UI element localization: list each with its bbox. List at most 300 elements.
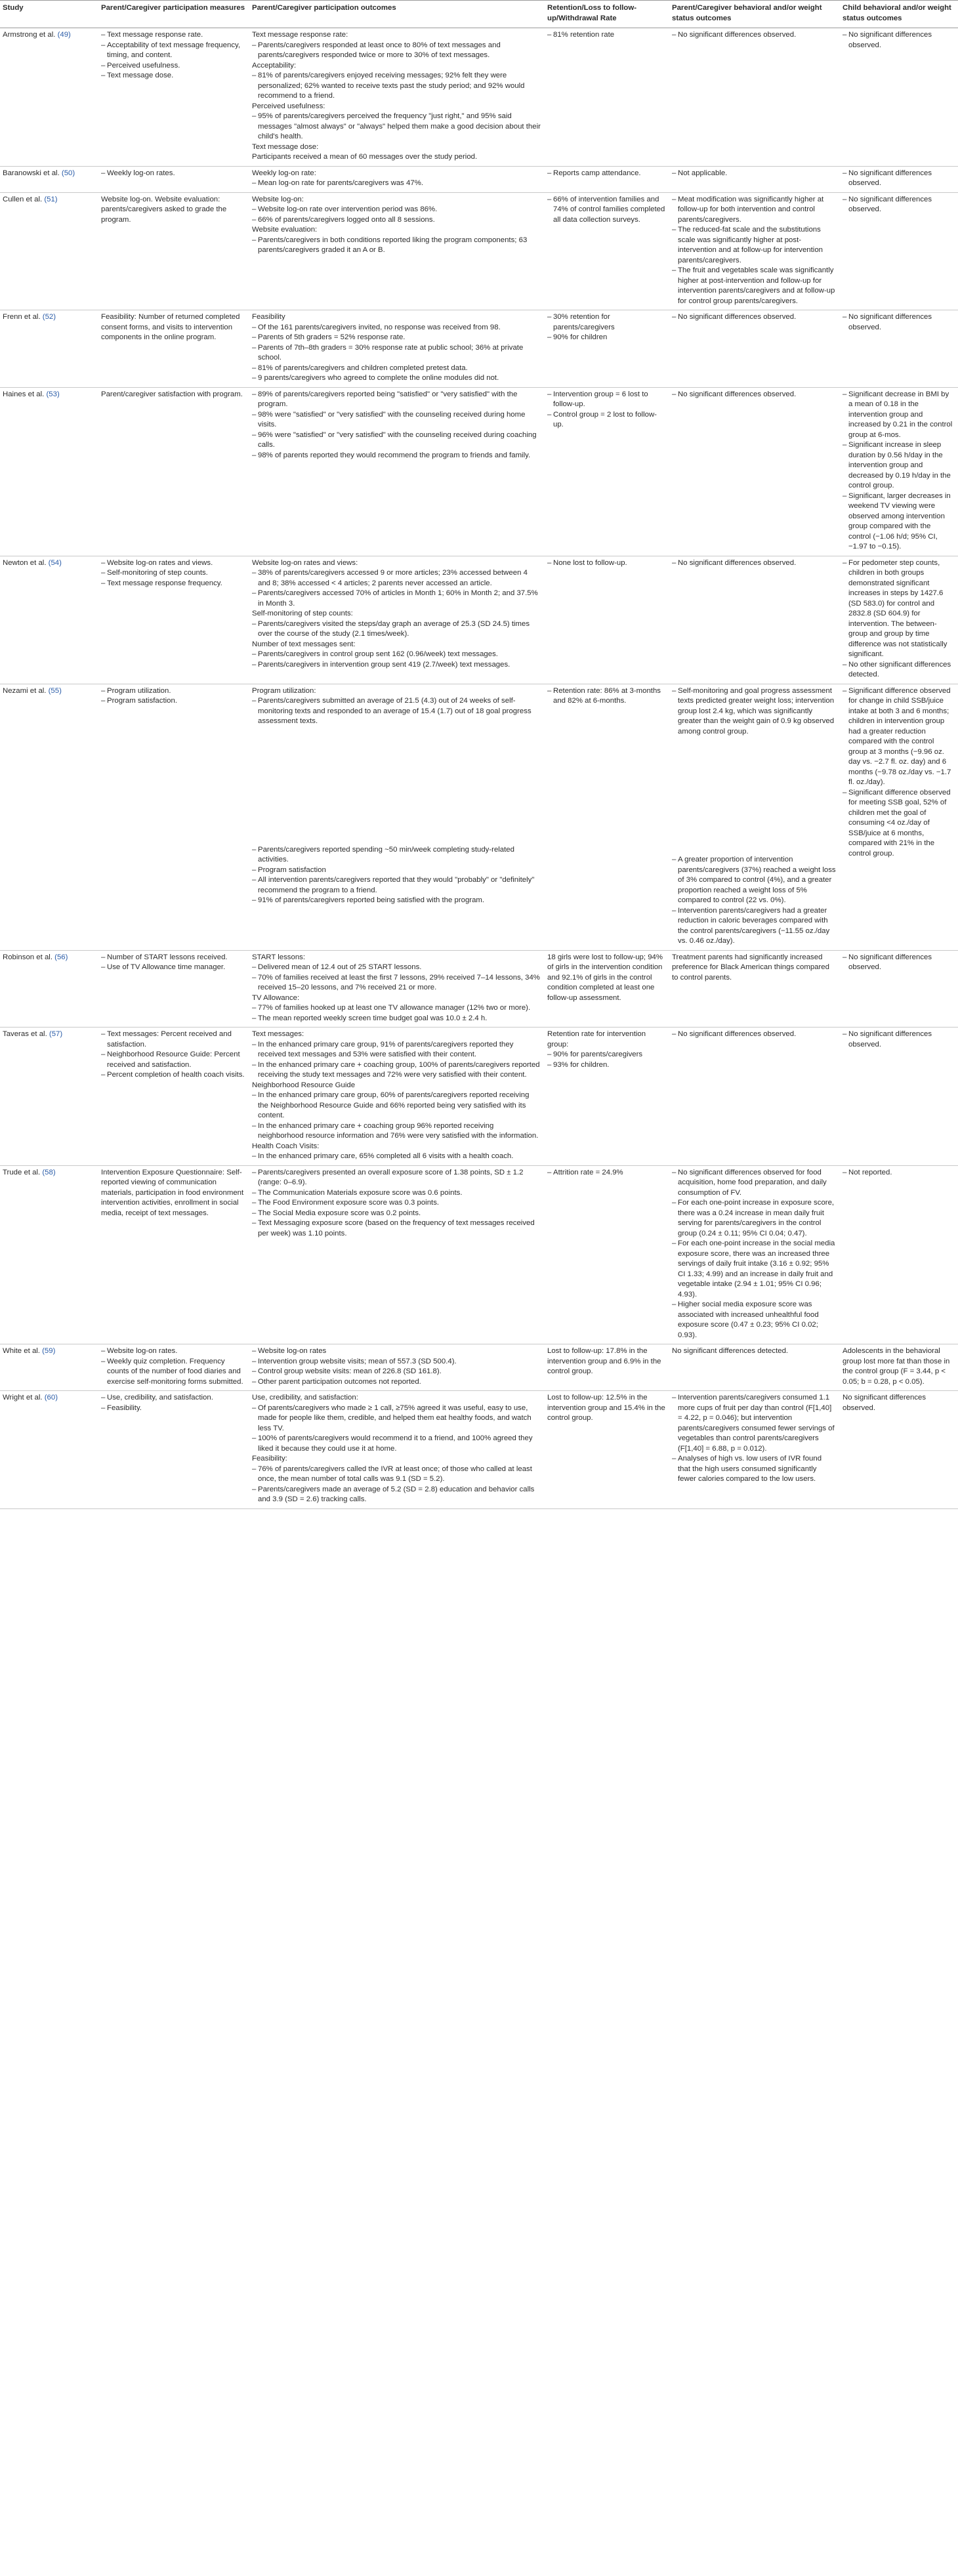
parent-outcome-list [672, 195, 836, 307]
parent-outcomes-cell [669, 1165, 840, 1344]
outcome-list [252, 1091, 541, 1142]
parent-outcome-item: – For each one-point increase in the social media exposure score, there was an increased three servings of daily fruit intake (3.16 ± 0.92; 95% CI 1.33; 4.99) and an increase in daily fruit and vegetable intake (2.94 ± 1.01; 95% CI 0.96; 4.93). [672, 1239, 836, 1300]
retention-cell [545, 166, 669, 192]
measure-item: – Percent completion of health coach visits. [101, 1070, 245, 1081]
study-name: Wright et al. [3, 1394, 45, 1402]
table-row [0, 192, 958, 310]
outcome-item: – Parents of 5th graders = 52% response rate. [252, 333, 541, 343]
study-cell [0, 1165, 98, 1344]
parent-outcomes-cell [669, 1391, 840, 1509]
outcome-item: – Intervention group website visits; mean of 557.3 (SD 500.4). [252, 1357, 541, 1367]
outcome-item: – Parents of 7th–8th graders = 30% response rate at public school; 36% at private school. [252, 343, 541, 364]
parent-outcome-list [672, 855, 836, 947]
measure-item: – Feasibility. [101, 1403, 245, 1414]
retention-list [547, 312, 665, 343]
outcome-list [252, 41, 541, 61]
child-outcomes-cell [840, 310, 958, 388]
retention-item: – 90% for children [547, 333, 665, 343]
measure-item: – Program utilization. [101, 686, 245, 697]
child-outcomes-cell [840, 556, 958, 684]
retention-list [547, 1050, 665, 1070]
measure-item: – Use of TV Allowance time manager. [101, 963, 245, 973]
outcome-heading: Text messages: [252, 1030, 304, 1038]
study-cell [0, 310, 98, 388]
outcome-heading: Feasibility: [252, 1455, 287, 1463]
parent-outcome-item: – For each one-point increase in exposure score, there was a 0.24 increase in mean daily fruit serving for parents/caregivers in the control group (0.24 ± 0.11; 95% CI 0.04; 0.47). [672, 1198, 836, 1239]
measure-list [101, 558, 245, 589]
outcome-heading: Health Coach Visits: [252, 1142, 320, 1150]
retention-list [547, 195, 665, 226]
outcome-item: – 98% were "satisfied" or "very satisfied" with the counseling received during home visits. [252, 410, 541, 430]
retention-text: 18 girls were lost to follow-up; 94% of girls in the intervention condition and 92.1% of girls in the control condition completed at least one follow-up assessment. [547, 953, 663, 1002]
parent-outcome-item: – Self-monitoring and goal progress assessment texts predicted greater weight loss; intervention group lost 2.4 kg, which was significantly greater than the weight gain of 0.9 kg observed among control group. [672, 686, 836, 737]
table-row [0, 684, 958, 950]
outcomes-cell [249, 192, 545, 310]
outcome-heading: START lessons: [252, 953, 306, 961]
study-cell [0, 387, 98, 556]
retention-cell [545, 1028, 669, 1166]
outcome-item: – Parents/caregivers in intervention group sent 419 (2.7/week) text messages. [252, 660, 541, 671]
parent-outcome-list [672, 1029, 836, 1040]
outcome-list [252, 178, 541, 189]
parent-outcome-text: No significant differences detected. [672, 1347, 789, 1355]
study-name: Cullen et al. [3, 195, 45, 203]
outcome-heading: Perceived usefulness: [252, 102, 325, 110]
measures-cell [98, 1391, 249, 1509]
outcome-heading: Text message dose: [252, 142, 319, 151]
outcome-heading: Website evaluation: [252, 226, 318, 234]
study-name: Baranowski et al. [3, 169, 62, 177]
outcomes-cell [249, 684, 545, 950]
parent-outcome-item: – Intervention parents/caregivers consumed 1.1 more cups of fruit per day than control (F[1,40] = 4.22, p = 0.046); but intervention parents/caregivers consumed fewer servings of vegetables than control parents/caregivers (F[1,40] = 6.88, p = 0.012). [672, 1393, 836, 1454]
parent-outcome-item: – Higher social media exposure score was associated with increased unhealthful food exposure score (0.47 ± 0.23; 95% CI 0.02; 0.93). [672, 1300, 836, 1340]
study-reference: (54) [48, 558, 62, 567]
study-reference: (57) [49, 1030, 63, 1038]
child-outcome-item: – No significant differences observed. [843, 953, 954, 973]
outcome-item: – Parents/caregivers submitted an average of 21.5 (4.3) out of 24 weeks of self-monitoring texts and responded to an average of 15.4 (1.7) out of 18 goal progress assessment texts. [252, 696, 541, 727]
outcome-list [252, 568, 541, 609]
retention-item: – Intervention group = 6 lost to follow-up. [547, 390, 665, 410]
measure-list [101, 169, 245, 179]
child-outcome-text: No significant differences observed. [843, 1394, 927, 1412]
outcomes-cell [249, 387, 545, 556]
child-outcomes-cell [840, 192, 958, 310]
measures-cell [98, 950, 249, 1028]
study-name: Newton et al. [3, 558, 49, 567]
measures-cell [98, 387, 249, 556]
parent-outcome-item: – Meat modification was significantly higher at follow-up for both intervention and control parents/caregivers. [672, 195, 836, 226]
outcome-item: – Website log-on rates [252, 1346, 541, 1357]
measure-text: Parent/caregiver satisfaction with program. [101, 390, 243, 398]
child-outcome-item: – Not reported. [843, 1168, 954, 1178]
parent-outcome-item: – Not applicable. [672, 169, 836, 179]
child-outcome-list [843, 312, 954, 333]
outcome-heading: TV Allowance: [252, 993, 300, 1002]
study-cell [0, 1344, 98, 1391]
outcome-heading: Number of text messages sent: [252, 640, 356, 648]
outcome-item: – 98% of parents reported they would recommend the program to friends and family. [252, 451, 541, 461]
parent-outcome-item: – No significant differences observed. [672, 390, 836, 400]
retention-cell [545, 387, 669, 556]
parent-outcomes-cell [669, 166, 840, 192]
child-outcome-list [843, 390, 954, 552]
outcome-item: – 81% of parents/caregivers enjoyed receiving messages; 92% felt they were personalized; 62% wanted to receive texts past the study period; and 92% would recommend to a friend. [252, 71, 541, 102]
retention-item: – 90% for parents/caregivers [547, 1050, 665, 1060]
outcome-item: – Parents/caregivers in both conditions reported liking the program components; 63 parents/caregivers graded it an A or B. [252, 236, 541, 256]
outcome-item: – 91% of parents/caregivers reported being satisfied with the program. [252, 896, 541, 906]
outcome-item: – Mean log-on rate for parents/caregivers was 47%. [252, 178, 541, 189]
row-spacer [672, 737, 836, 855]
outcomes-cell [249, 950, 545, 1028]
outcome-item: – Parents/caregivers accessed 70% of articles in Month 1; 60% in Month 2; and 37.5% in Month 3. [252, 589, 541, 609]
child-outcome-list [843, 195, 954, 215]
header-study: Study [0, 1, 98, 28]
retention-cell [545, 950, 669, 1028]
child-outcomes-cell [840, 1165, 958, 1344]
outcomes-cell [249, 310, 545, 388]
header-child-outcomes: Child behavioral and/or weight status outcomes [840, 1, 958, 28]
parent-outcomes-cell [669, 28, 840, 167]
study-name: White et al. [3, 1347, 43, 1355]
child-outcome-item: – No significant differences observed. [843, 1029, 954, 1050]
outcome-list [252, 205, 541, 225]
measure-item: – Text message dose. [101, 71, 245, 81]
outcome-item: – Delivered mean of 12.4 out of 25 START lessons. [252, 963, 541, 973]
table-row [0, 1391, 958, 1509]
parent-outcomes-cell [669, 1028, 840, 1166]
outcome-item: – Parents/caregivers presented an overall exposure score of 1.38 points, SD ± 1.2 (range: 0–6.9). [252, 1168, 541, 1188]
child-outcome-list [843, 686, 954, 860]
measure-item: – Weekly log-on rates. [101, 169, 245, 179]
retention-list [547, 686, 665, 707]
parent-outcome-item: – A greater proportion of intervention parents/caregivers (37%) reached a weight loss of 3% compared to control (4%), and a greater proportion reached a weight loss of 5% compared to control (22 vs. 0%). [672, 855, 836, 906]
outcome-list [252, 112, 541, 142]
outcome-list [252, 1152, 541, 1162]
measure-item: – Website log-on rates and views. [101, 558, 245, 569]
outcome-heading: Self-monitoring of step counts: [252, 610, 353, 617]
retention-item: – None lost to follow-up. [547, 558, 665, 569]
retention-cell [545, 192, 669, 310]
outcome-item: – The Social Media exposure score was 0.2 points. [252, 1209, 541, 1219]
parent-outcomes-cell [669, 1344, 840, 1391]
outcome-list [252, 390, 541, 461]
study-reference: (56) [54, 953, 68, 961]
outcome-item: – 38% of parents/caregivers accessed 9 or more articles; 23% accessed between 4 and 8; 38% accessed < 4 articles; 2 parents never accessed an article. [252, 568, 541, 589]
outcome-item: – In the enhanced primary care + coaching group, 100% of parents/caregivers reported receiving the study text messages and 72% were very satisfied with their content. [252, 1060, 541, 1081]
child-outcomes-cell [840, 1344, 958, 1391]
measure-text: Website log-on. Website evaluation: parents/caregivers asked to grade the program. [101, 195, 227, 224]
outcome-item: – The mean reported weekly screen time budget goal was 10.0 ± 2.4 h. [252, 1014, 541, 1024]
parent-outcomes-cell [669, 950, 840, 1028]
child-outcome-text: Adolescents in the behavioral group lost more fat than those in the control group (F = 3.44, p < 0.05; b = 0.28, p < 0.05). [843, 1347, 950, 1386]
retention-cell [545, 1344, 669, 1391]
measure-item: – Text message response rate. [101, 30, 245, 41]
outcome-item: – 89% of parents/caregivers reported being "satisfied" or "very satisfied" with the program. [252, 390, 541, 410]
table-header [0, 1, 958, 28]
child-outcome-list [843, 558, 954, 680]
table-row [0, 387, 958, 556]
parent-outcomes-cell [669, 310, 840, 388]
study-cell [0, 28, 98, 167]
study-cell [0, 556, 98, 684]
study-name: Taveras et al. [3, 1030, 49, 1038]
outcome-item: – Other parent participation outcomes not reported. [252, 1377, 541, 1388]
measure-text: Feasibility: Number of returned completed consent forms, and visits to intervention components in the online program. [101, 313, 240, 341]
outcome-heading: Website log-on rates and views: [252, 558, 358, 567]
outcome-item: – In the enhanced primary care + coaching group 96% reported receiving neighborhood resource information and 76% were very satisfied with the information. [252, 1121, 541, 1142]
outcome-list [252, 1465, 541, 1505]
measure-item: – Text message response frequency. [101, 579, 245, 589]
outcomes-cell [249, 1028, 545, 1166]
outcome-heading: Text message response rate: [252, 31, 348, 39]
study-reference: (53) [46, 390, 60, 398]
child-outcomes-cell [840, 1028, 958, 1166]
study-reference: (60) [44, 1394, 58, 1402]
retention-item: – Retention rate: 86% at 3-months and 82% at 6-months. [547, 686, 665, 707]
parent-outcome-list [672, 390, 836, 400]
parent-outcome-list [672, 686, 836, 737]
outcome-item: – Parents/caregivers reported spending ~50 min/week completing study-related activities. [252, 845, 541, 865]
parent-outcome-item: – Analyses of high vs. low users of IVR found that the high users consumed significantly fewer calories compared to the low users. [672, 1454, 836, 1485]
parent-outcome-item: – No significant differences observed. [672, 1029, 836, 1040]
measure-item: – Neighborhood Resource Guide: Percent received and satisfaction. [101, 1050, 245, 1070]
measure-list [101, 686, 245, 707]
retention-list [547, 1168, 665, 1178]
outcome-list [252, 1168, 541, 1239]
retention-cell [545, 556, 669, 684]
outcomes-cell [249, 1344, 545, 1391]
child-outcome-list [843, 953, 954, 973]
header-outcomes: Parent/Caregiver participation outcomes [249, 1, 545, 28]
outcome-item: – The Food Environment exposure score was 0.3 points. [252, 1198, 541, 1209]
outcomes-cell [249, 1391, 545, 1509]
measures-cell [98, 1028, 249, 1166]
study-cell [0, 166, 98, 192]
child-outcome-item: – Significant decrease in BMI by a mean of 0.18 in the intervention group and increased by 0.21 in the control group at 6-mos. [843, 390, 954, 441]
measure-list [101, 1346, 245, 1387]
study-reference: (55) [48, 686, 62, 695]
outcome-item: – In the enhanced primary care, 65% completed all 6 visits with a health coach. [252, 1152, 541, 1162]
retention-item: – 30% retention for parents/caregivers [547, 312, 665, 333]
table-row [0, 28, 958, 167]
parent-outcome-item: – The reduced-fat scale and the substitutions scale was significantly higher at post-intervention and at follow-up for intervention parents/caregivers. [672, 225, 836, 266]
outcome-item: – Parents/caregivers in control group sent 162 (0.96/week) text messages. [252, 650, 541, 660]
study-cell [0, 950, 98, 1028]
child-outcome-item: – Significant, larger decreases in weekend TV viewing were observed among intervention group compared with the control (−1.06 h/d; 95% CI, −1.97 to −0.15). [843, 491, 954, 552]
table-row [0, 1028, 958, 1166]
measure-item: – Acceptability of text message frequency, timing, and content. [101, 41, 245, 61]
table-row [0, 556, 958, 684]
outcome-item: – 77% of families hooked up at least one TV allowance manager (12% two or more). [252, 1003, 541, 1014]
measures-cell [98, 556, 249, 684]
child-outcome-item: – No significant differences observed. [843, 30, 954, 51]
child-outcomes-cell [840, 950, 958, 1028]
retention-text: Lost to follow-up: 17.8% in the intervention group and 6.9% in the control group. [547, 1347, 661, 1375]
retention-item: – Attrition rate = 24.9% [547, 1168, 665, 1178]
outcome-item: – In the enhanced primary care group, 91% of parents/caregivers reported they received text messages and 53% were satisfied with their content. [252, 1040, 541, 1060]
outcome-heading: Use, credibility, and satisfaction: [252, 1394, 358, 1402]
study-reference: (51) [44, 195, 58, 203]
outcome-item: – 70% of families received at least the first 7 lessons, 29% received 7–14 lessons, 34% received 15–20 lessons, and 7% received 21 or more. [252, 973, 541, 993]
outcome-item: – Control group website visits: mean of 226.8 (SD 161.8). [252, 1367, 541, 1377]
study-reference: (59) [42, 1347, 56, 1355]
child-outcomes-cell [840, 387, 958, 556]
parent-outcomes-cell [669, 556, 840, 684]
outcome-item: – Parents/caregivers made an average of 5.2 (SD = 2.8) education and behavior calls and 3.9 (SD = 2.6) tracking calls. [252, 1485, 541, 1505]
retention-list [547, 169, 665, 179]
parent-outcome-list [672, 1168, 836, 1341]
measures-cell [98, 310, 249, 388]
measure-text: Intervention Exposure Questionnaire: Self-reported viewing of communication materials, participation in food environment intervention activities, enrollment in social media, receipt of text messages. [101, 1168, 244, 1217]
outcomes-cell [249, 556, 545, 684]
study-name: Nezami et al. [3, 686, 49, 695]
table-row [0, 166, 958, 192]
child-outcome-item: – No other significant differences detected. [843, 660, 954, 680]
child-outcome-item: – No significant differences observed. [843, 312, 954, 333]
child-outcome-item: – For pedometer step counts, children in both groups demonstrated significant increases in steps by 1427.6 (SD 583.0) for control and 2832.8 (SD 604.9) for intervention. The between-group and group by time difference was not statistically significant. [843, 558, 954, 660]
measure-item: – Perceived usefulness. [101, 61, 245, 72]
outcome-item: – All intervention parents/caregivers reported that they would "probably" or "definitely" recommend the program to a friend. [252, 875, 541, 896]
child-outcome-item: – No significant differences observed. [843, 195, 954, 215]
outcome-item: – Parents/caregivers responded at least once to 80% of text messages and parents/caregivers responded twice or more to 30% of text messages. [252, 41, 541, 61]
parent-outcome-item: – Intervention parents/caregivers had a greater reduction in caloric beverages compared with the control parents/caregivers (−11.55 oz./day vs. 0.46 oz./day). [672, 906, 836, 947]
measure-list [101, 30, 245, 81]
retention-item: – 66% of intervention families and 74% of control families completed all data collection surveys. [547, 195, 665, 226]
retention-list [547, 30, 665, 41]
outcome-heading: Feasibility [252, 313, 285, 321]
retention-text: Lost to follow-up: 12.5% in the intervention group and 15.4% in the control group. [547, 1394, 665, 1422]
measure-item: – Weekly quiz completion. Frequency counts of the number of food diaries and exercise self-monitoring forms submitted. [101, 1357, 245, 1388]
measures-cell [98, 166, 249, 192]
study-reference: (52) [42, 313, 56, 321]
outcome-heading: Neighborhood Resource Guide [252, 1081, 356, 1089]
outcome-list [252, 963, 541, 993]
measures-cell [98, 28, 249, 167]
parent-outcome-text: Treatment parents had significantly increased preference for Black American things compared to control parents. [672, 953, 829, 982]
measure-list [101, 953, 245, 973]
retention-cell [545, 684, 669, 950]
parent-outcome-item: – No significant differences observed for food acquisition, home food preparation, and daily consumption of FV. [672, 1168, 836, 1199]
retention-list [547, 390, 665, 430]
parent-outcome-list [672, 558, 836, 569]
table-row [0, 310, 958, 388]
outcome-item: – 96% were "satisfied" or "very satisfied" with the counseling received during coaching calls. [252, 430, 541, 451]
row-spacer [252, 727, 541, 845]
header-retention: Retention/Loss to follow-up/Withdrawal Rate [545, 1, 669, 28]
outcome-item: – The Communication Materials exposure score was 0.6 points. [252, 1188, 541, 1199]
outcome-list [252, 71, 541, 102]
retention-cell [545, 1165, 669, 1344]
outcome-heading: Participants received a mean of 60 messages over the study period. [252, 153, 478, 161]
retention-text: Retention rate for intervention group: [547, 1030, 646, 1049]
outcome-item: – Program satisfaction [252, 865, 541, 876]
retention-cell [545, 310, 669, 388]
table-row [0, 950, 958, 1028]
outcome-item: – Website log-on rate over intervention period was 86%. [252, 205, 541, 215]
parent-outcome-item: – The fruit and vegetables scale was significantly higher at post-intervention and follow-up for intervention parents/caregivers and at follow-up for control group parents/caregivers. [672, 266, 836, 306]
outcomes-cell [249, 28, 545, 167]
outcome-item: – 9 parents/caregivers who agreed to complete the online modules did not. [252, 373, 541, 384]
child-outcome-item: – Significant difference observed for change in child SSB/juice intake at both 3 and 6 months; children in intervention group had a greater reduction compared with the control group at 3 months (−9.96 oz. day vs. −2.7 fl. oz. day) and 6 months (−9.78 oz./day vs. −1.7 fl. oz./day). [843, 686, 954, 788]
outcomes-cell [249, 166, 545, 192]
measure-list [101, 1393, 245, 1413]
outcome-item: – 81% of parents/caregivers and children completed pretest data. [252, 364, 541, 374]
outcome-item: – In the enhanced primary care group, 60% of parents/caregivers reported receiving the Neighborhood Resource Guide and 66% reported being very satisfied with its content. [252, 1091, 541, 1121]
parent-outcomes-cell [669, 684, 840, 950]
outcome-list [252, 650, 541, 670]
outcome-heading: Acceptability: [252, 61, 297, 70]
child-outcome-item: – Significant increase in sleep duration by 0.56 h/day in the intervention group and decreased by 0.19 h/day in the control group. [843, 440, 954, 491]
retention-item: – Reports camp attendance. [547, 169, 665, 179]
child-outcome-list [843, 1029, 954, 1050]
parent-outcome-item: – No significant differences observed. [672, 312, 836, 323]
measure-list [101, 1029, 245, 1081]
retention-item: – Control group = 2 lost to follow-up. [547, 410, 665, 430]
study-reference: (58) [42, 1168, 56, 1176]
measures-cell [98, 1344, 249, 1391]
parent-outcome-list [672, 1393, 836, 1485]
measure-item: – Text messages: Percent received and satisfaction. [101, 1029, 245, 1050]
outcome-item: – 66% of parents/caregivers logged onto all 8 sessions. [252, 215, 541, 226]
study-name: Haines et al. [3, 390, 47, 398]
outcome-heading: Weekly log-on rate: [252, 169, 316, 177]
measure-item: – Number of START lessons received. [101, 953, 245, 963]
outcome-item: – Of parents/caregivers who made ≥ 1 call, ≥75% agreed it was useful, easy to use, made for people like them, credible, and helped them eat healthy foods, and watch less TV. [252, 1403, 541, 1434]
outcome-list [252, 1346, 541, 1387]
outcome-item: – 95% of parents/caregivers perceived the frequency "just right," and 95% said messages "almost always" or "always" helped them make a good decision about their child's health. [252, 112, 541, 142]
parent-outcomes-cell [669, 387, 840, 556]
child-outcomes-cell [840, 166, 958, 192]
outcome-heading: Website log-on: [252, 195, 304, 203]
child-outcome-list [843, 1168, 954, 1178]
retention-item: – 81% retention rate [547, 30, 665, 41]
parent-outcome-list [672, 30, 836, 41]
study-name: Armstrong et al. [3, 31, 58, 39]
study-cell [0, 1391, 98, 1509]
measures-cell [98, 1165, 249, 1344]
retention-cell [545, 28, 669, 167]
outcome-list [252, 1040, 541, 1081]
table-row [0, 1165, 958, 1344]
measures-cell [98, 192, 249, 310]
table-body [0, 28, 958, 1509]
outcome-list [252, 323, 541, 384]
outcome-heading: Program utilization: [252, 686, 316, 695]
child-outcomes-cell [840, 28, 958, 167]
outcome-item: – 100% of parents/caregivers would recommend it to a friend, and 100% agreed they liked it because they could use it at home. [252, 1434, 541, 1454]
study-cell [0, 192, 98, 310]
study-reference: (50) [61, 169, 75, 177]
retention-list [547, 558, 665, 569]
child-outcome-list [843, 30, 954, 51]
outcomes-cell [249, 1165, 545, 1344]
measures-cell [98, 684, 249, 950]
measure-item: – Use, credibility, and satisfaction. [101, 1393, 245, 1403]
child-outcome-item: – No significant differences observed. [843, 169, 954, 189]
parent-outcome-item: – No significant differences observed. [672, 558, 836, 569]
outcome-list [252, 1003, 541, 1024]
measure-item: – Program satisfaction. [101, 696, 245, 707]
outcome-item: – Parents/caregivers visited the steps/day graph an average of 25.3 (SD 24.5) times over the course of the study (2.1 times/week). [252, 619, 541, 640]
parent-outcome-item: – No significant differences observed. [672, 30, 836, 41]
child-outcome-list [843, 169, 954, 189]
retention-item: – 93% for children. [547, 1060, 665, 1071]
study-reference: (49) [57, 31, 71, 39]
header-row [0, 1, 958, 28]
study-cell [0, 1028, 98, 1166]
child-outcomes-cell [840, 1391, 958, 1509]
outcome-item: – Text Messaging exposure score (based on the frequency of text messages received per week) was 1.10 points. [252, 1218, 541, 1239]
